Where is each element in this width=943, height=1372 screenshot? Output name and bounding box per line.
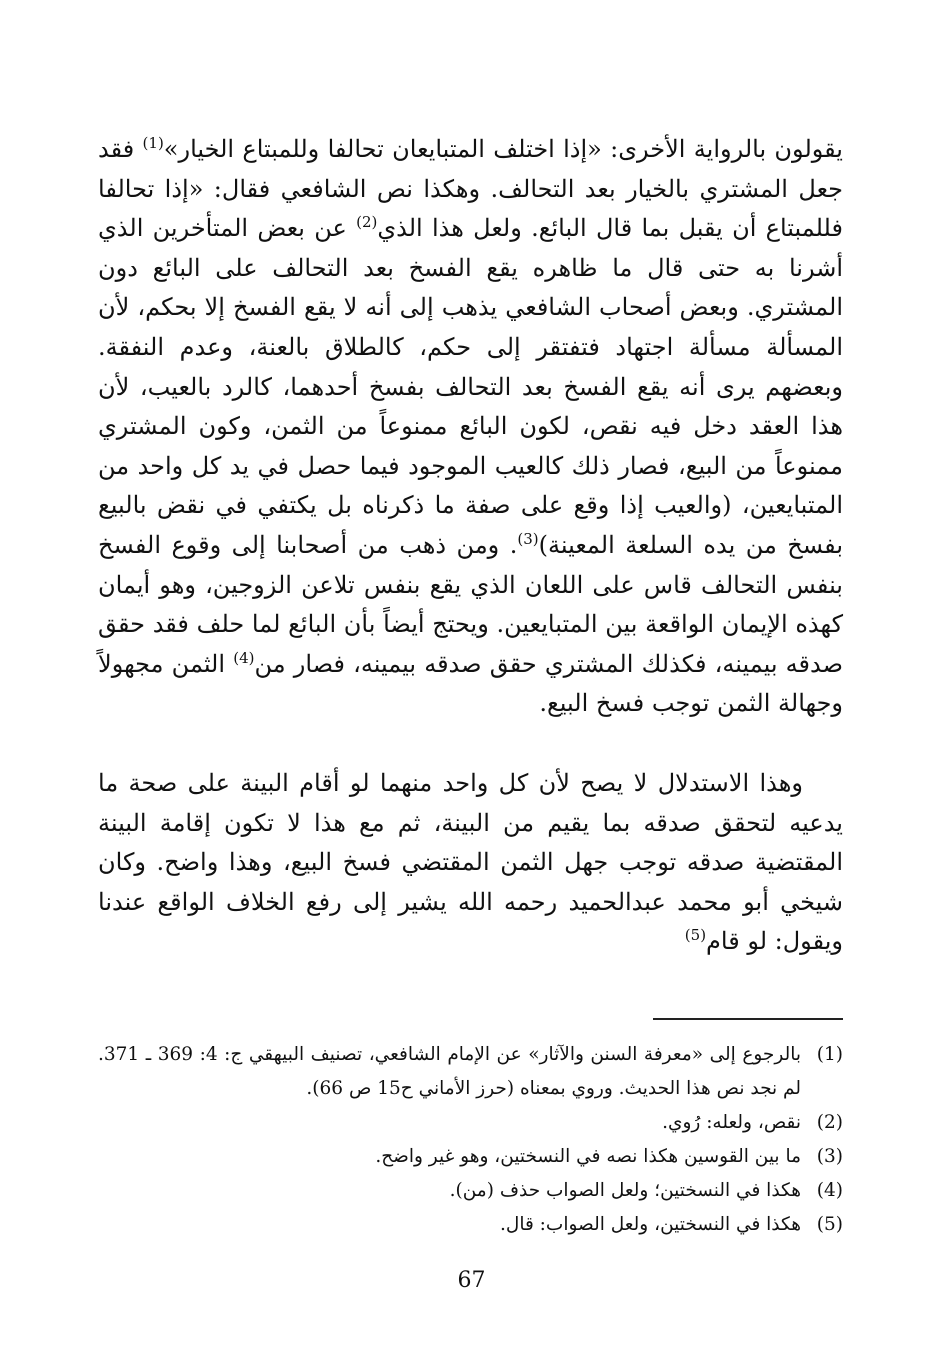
footnote-number: (3) bbox=[816, 1146, 843, 1167]
footnote-item bbox=[98, 1208, 843, 1242]
paragraph-2 bbox=[98, 764, 843, 962]
footnote-ref: (2) bbox=[356, 213, 378, 232]
footnote-text: ما بين القوسين هكذا نصه في النسختين، وهو غير واضح. bbox=[375, 1146, 801, 1167]
footnote-number: (4) bbox=[816, 1180, 843, 1201]
footnote-item bbox=[98, 1038, 843, 1106]
footnote-item bbox=[98, 1106, 843, 1140]
footnote-number: (2) bbox=[816, 1112, 843, 1133]
footnote-number: (1) bbox=[816, 1044, 843, 1065]
main-text bbox=[98, 130, 843, 962]
text-segment: الثمن مجهولاً وجهالة الثمن توجب فسخ البيع. bbox=[98, 649, 843, 718]
footnote-item bbox=[98, 1140, 843, 1174]
footnote-ref: (3) bbox=[517, 529, 539, 548]
paragraph-spacer bbox=[98, 724, 843, 764]
footnote-text: بالرجوع إلى «معرفة السنن والآثار» عن الإمام الشافعي، تصنيف البيهقي ج: 4: 369 ـ 371. لم نجد نص هذا الحديث. وروي بمعناه (حرز الأماني ح15 ص 66). bbox=[98, 1044, 801, 1099]
footnote-item bbox=[98, 1174, 843, 1208]
footnotes bbox=[98, 1038, 843, 1242]
text-segment: عن بعض المتأخرين الذي أشرنا به حتى قال ما ظاهره يقع الفسخ بعد التحالف على البائع دون المشتري. وبعض أصحاب الشافعي يذهب إلى أنه لا يقع الفسخ إلا بحكم، لأن المسألة مسألة اجتهاد فتفتقر إلى حكم، كالطلاق بالعنة، وعدم النفقة. وبعضهم يرى أنه يقع الفسخ بعد التحالف بفسخ أحدهما، كالرد بالعيب، لأن هذا العقد دخل فيه نقص، لكون البائع ممنوعاً من الثمن، وكون المشتري ممنوعاً من البيع، فصار ذلك كالعيب الموجود فيما حصل في يد كل واحد من المتبايعين، (والعيب إذا وقع على صفة ما ذكرناه بل يكتفي في نقض بالبيع بفسخ من يده السلعة المعينة) bbox=[98, 214, 843, 559]
footnote-ref: (4) bbox=[233, 648, 255, 667]
text-segment: فقد جعل المشتري بالخيار بعد التحالف. وهكذا نص الشافعي فقال: «إذا تحالفا فللمبتاع أن يقبل بما قال البائع. ولعل هذا الذي bbox=[98, 135, 843, 243]
footnote-text: نقص، ولعله: رُوي. bbox=[662, 1112, 801, 1133]
footnote-number: (5) bbox=[816, 1214, 843, 1235]
footnote-ref: (1) bbox=[142, 134, 164, 152]
footnote-text: هكذا في النسختين، ولعل الصواب: قال. bbox=[500, 1214, 801, 1235]
text-segment: يقولون بالرواية الأخرى: «إذا اختلف المتبايعان تحالفا وللمبتاع الخيار» bbox=[163, 135, 843, 163]
paragraph-1 bbox=[98, 130, 843, 724]
footnote-text: هكذا في النسختين؛ ولعل الصواب حذف (من). bbox=[449, 1180, 801, 1201]
footnote-ref: (5) bbox=[684, 926, 707, 945]
text-segment: . ومن ذهب من أصحابنا إلى وقوع الفسخ بنفس التحالف قاس على اللعان الذي يقع بنفس تلاعن الزوجين، وهو أيمان كهذه الإيمان الواقعة بين المتبايعين. ويحتج أيضاً بأن البائع لما حلف فقد حقق صدقه بيمينه، فكذلك المشتري حقق صدقه بيمينه، فصار من bbox=[98, 530, 844, 678]
text-segment: وهذا الاستدلال لا يصح لأن كل واحد منهما لو أقام البينة على صحة ما يدعيه لتحقق صدقه بما يقيم من البينة، ثم مع هذا لا تكون إقامة البينة المقتضية صدقه توجب جهل الثمن المقتضي فسخ البيع، وهذا واضح. وكان شيخي أبو محمد عبدالحميد رحمه الله يشير إلى رفع الخلاف الواقع عندنا ويقول: لو قام bbox=[98, 768, 843, 956]
footnote-separator bbox=[653, 1018, 843, 1020]
page-number: 67 bbox=[457, 1268, 486, 1293]
